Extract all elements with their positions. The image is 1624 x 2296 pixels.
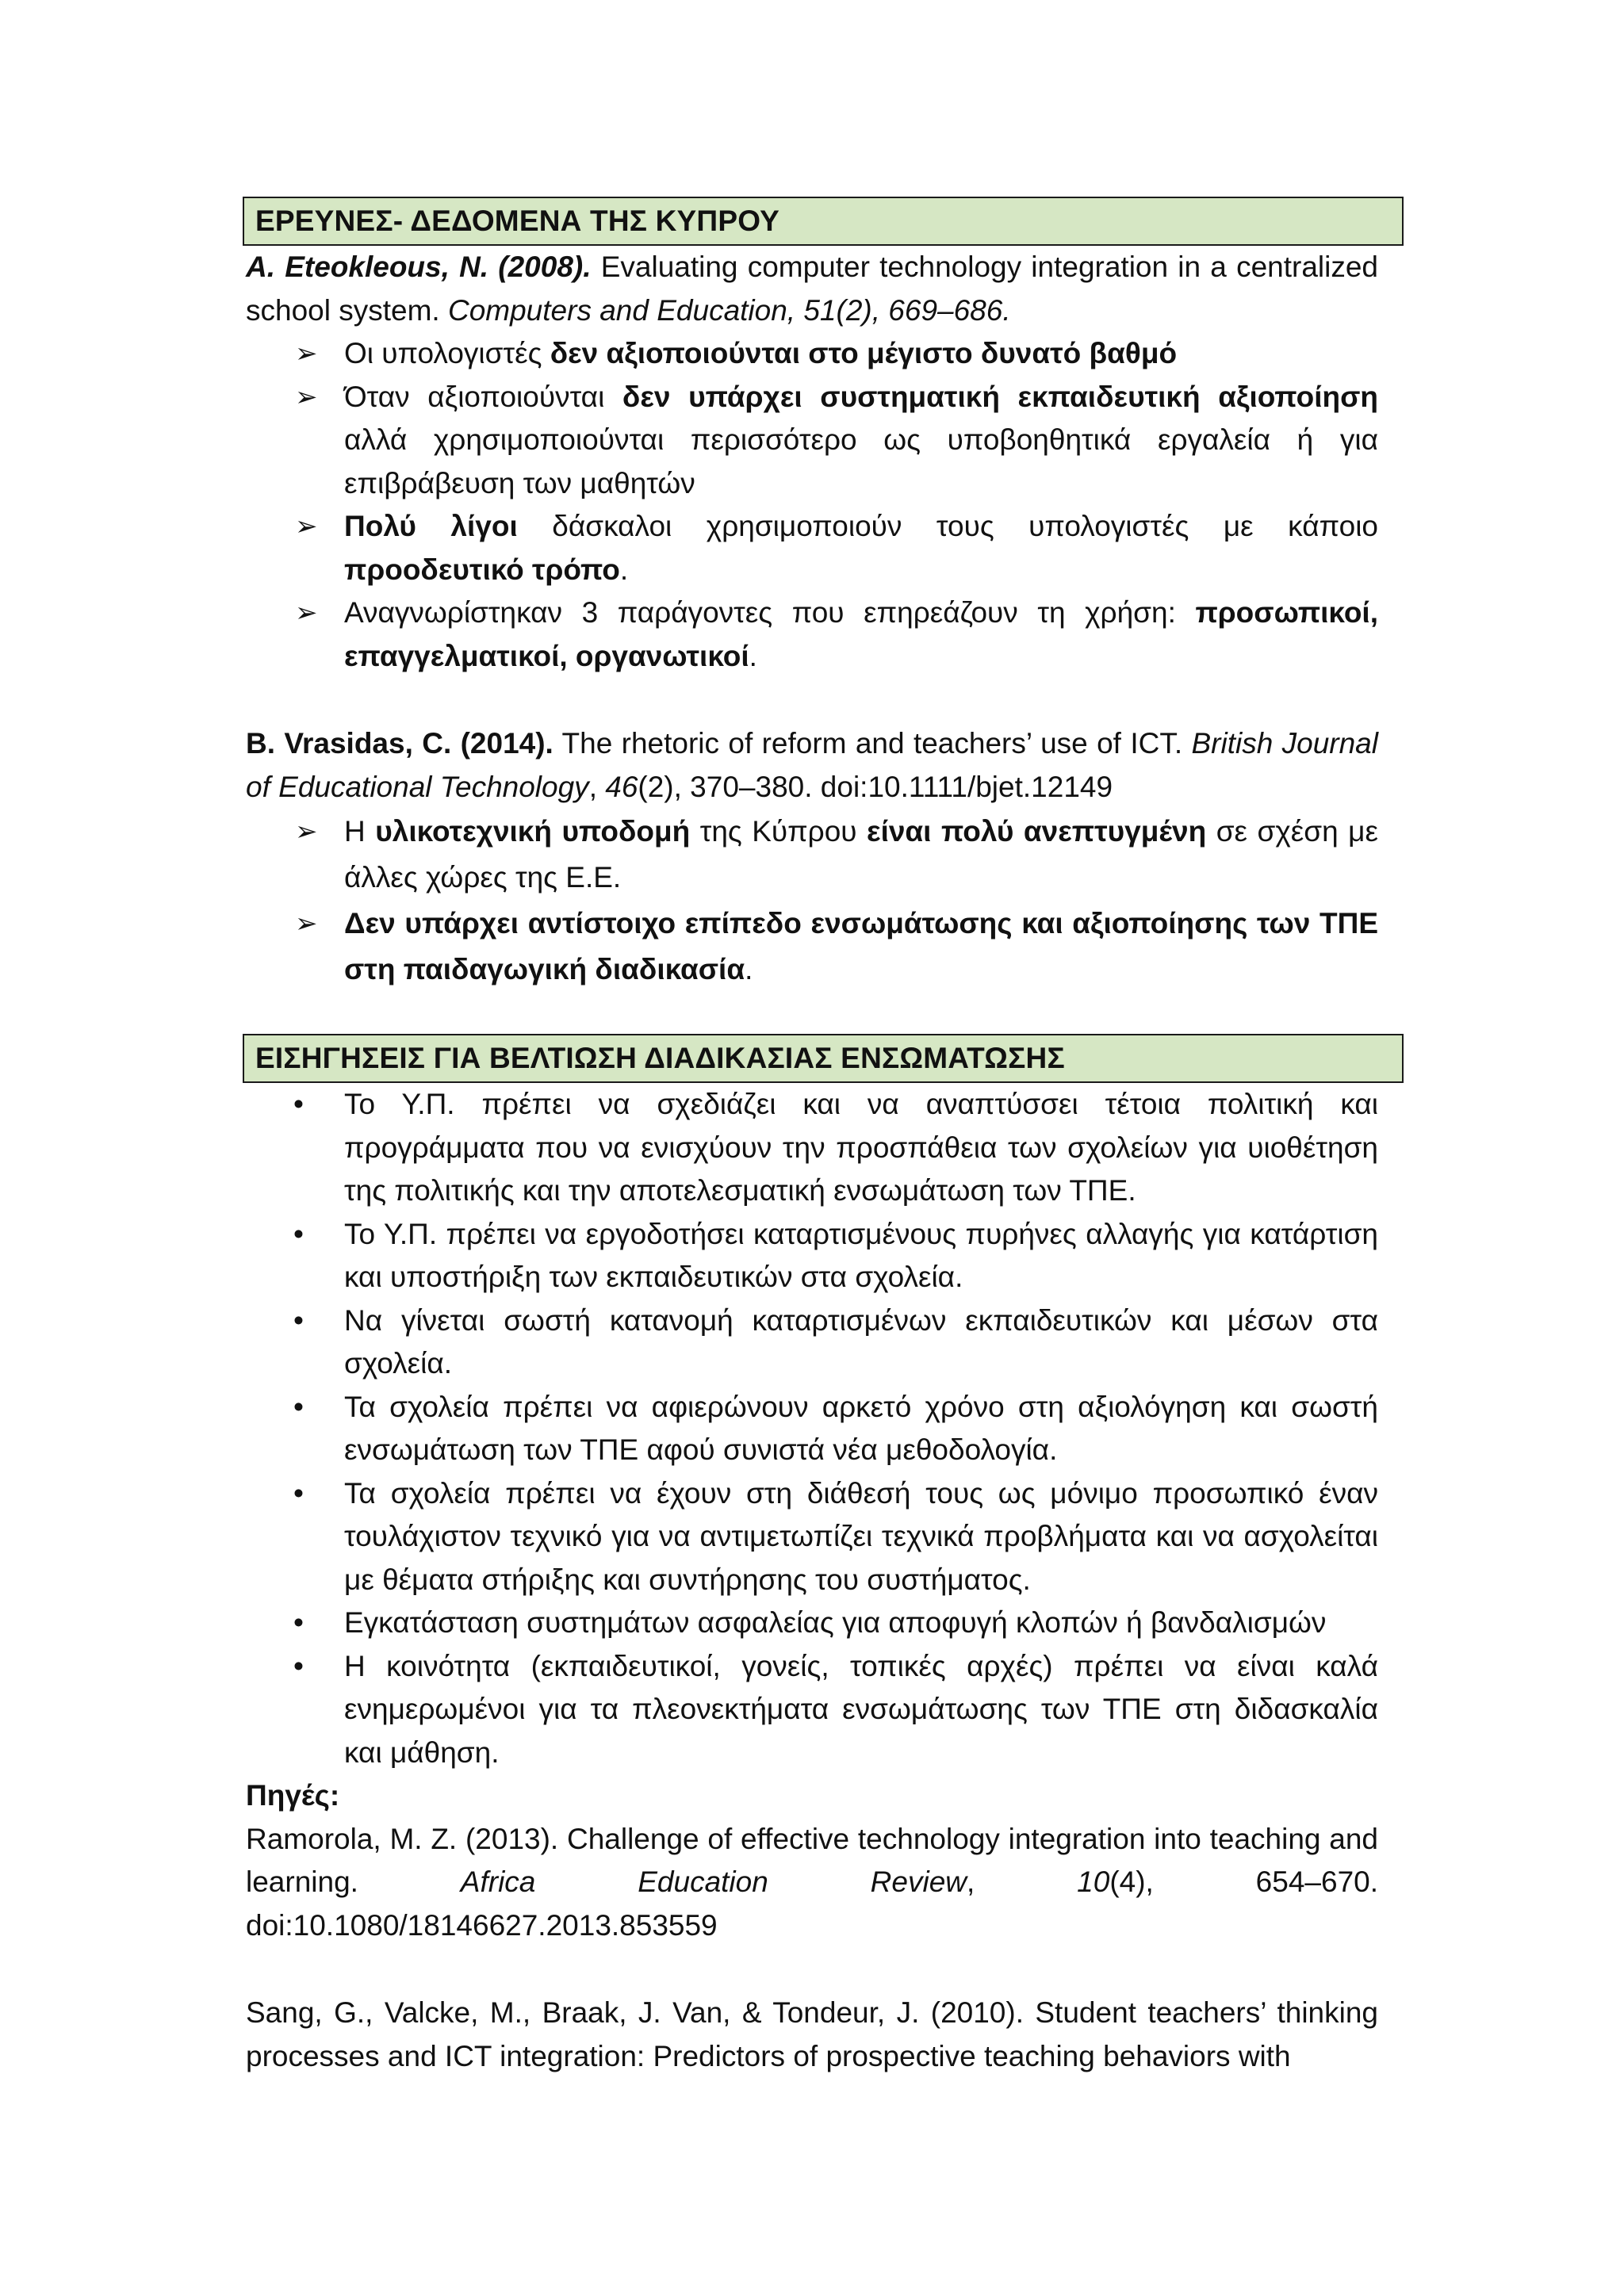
list-item	[295, 376, 1378, 506]
list-item-text: Τα σχολεία πρέπει να έχουν στη διάθεσή τους ως μόνιμο προσωπικό έναν τουλάχιστον τεχνικό για να αντιμετωπίζει τεχνικά προβλήματα και να ασχολείται με θέματα στήριξης και συντήρησης του συστήματος.	[344, 1476, 1378, 1596]
list-item-text: Το Υ.Π. πρέπει να εργοδοτήσει καταρτισμένους πυρήνες αλλαγής για κατάρτιση και υποστήριξη των εκπαιδευτικών στα σχολεία.	[344, 1217, 1378, 1293]
list-item-text: .	[749, 639, 757, 672]
list-item	[293, 1299, 1378, 1386]
list-item-text: αλλά χρησιμοποιούνται περισσότερο ως υποβοηθητικά εργαλεία ή για επιβράβευση των μαθητών	[344, 423, 1378, 499]
section-header-research-text: ΕΡΕΥΝΕΣ- ΔΕΔΟΜΕΝΑ ΤΗΣ ΚΥΠΡΟΥ	[255, 205, 780, 237]
findings-list-b	[246, 809, 1378, 993]
findings-list-a	[246, 332, 1378, 678]
list-item	[293, 1083, 1378, 1213]
reference-b-label: B. Vrasidas, C. (2014).	[246, 727, 553, 760]
list-item-text: της Κύπρου	[690, 815, 868, 848]
list-item	[295, 332, 1378, 376]
reference-a-journal: Computers and Education, 51(2), 669–686.	[447, 293, 1011, 327]
bullet-dot-icon: •	[293, 1303, 304, 1337]
bullet-dot-icon: •	[293, 1476, 304, 1510]
source-ramorola-rest: (4), 654–670. doi:10.1080/18146627.2013.853559	[246, 1866, 1378, 1942]
arrow-bullet-icon: ➢	[295, 598, 318, 628]
reference-b-journal: British Journal of Educational Technology	[246, 727, 1378, 803]
list-item-text: .	[619, 553, 629, 586]
reference-b-text: The rhetoric of reform and teachers’ use of ICT.	[553, 727, 1192, 760]
list-item-bold: δεν υπάρχει συστηματική εκπαιδευτική αξιοποίηση	[622, 380, 1378, 413]
source-ramorola-text: Ramorola, M. Z. (2013). Challenge of effective technology integration into teaching and learning.	[246, 1822, 1378, 1898]
list-item-text: Η κοινότητα (εκπαιδευτικοί, γονείς, τοπικές αρχές) πρέπει να είναι καλά ενημερωμένοι για τα πλεονεκτήματα ενσωμάτωσης των ΤΠΕ στη διδασκαλία και μάθηση.	[344, 1649, 1378, 1769]
source-ramorola-volume: 10	[1077, 1866, 1110, 1898]
list-item-text: Εγκατάσταση συστημάτων ασφαλείας για αποφυγή κλοπών ή βανδαλισμών	[344, 1606, 1327, 1639]
list-item-text: δάσκαλοι χρησιμοποιούν τους υπολογιστές με κάποιο	[517, 510, 1378, 542]
list-item	[293, 1386, 1378, 1472]
list-item	[295, 809, 1378, 901]
source-ramorola	[246, 1818, 1378, 1948]
list-item-text: Τα σχολεία πρέπει να αφιερώνουν αρκετό χρόνο στη αξιολόγηση και σωστή ενσωμάτωση των ΤΠΕ αφού συνιστά νέα μεθοδολογία.	[344, 1390, 1378, 1466]
list-item-text: Η	[344, 815, 376, 848]
list-item-text: Αναγνωρίστηκαν 3 παράγοντες που επηρεάζουν τη χρήση:	[344, 596, 1196, 629]
source-sang-text: Sang, G., Valcke, M., Braak, J. Van, & Tondeur, J. (2010). Student teachers’ thinking processes and ICT integration: Predictors of prospective teaching behaviors with	[246, 1996, 1378, 2072]
bullet-dot-icon: •	[293, 1649, 304, 1682]
list-item-bold: προοδευτικό τρόπο	[344, 553, 620, 586]
arrow-bullet-icon: ➢	[295, 339, 318, 369]
spacer	[246, 678, 1378, 722]
list-item-bold: Πολύ λίγοι	[344, 510, 518, 542]
list-item-text: Το Υ.Π. πρέπει να σχεδιάζει και να αναπτύσσει τέτοια πολιτική και προγράμματα που να ενισχύουν την προσπάθεια των σχολείων για υιοθέτηση της πολιτικής και την αποτελεσματική ενσωμάτωση των ΤΠΕ.	[344, 1088, 1378, 1207]
list-item	[295, 591, 1378, 678]
list-item-bold: προσωπικοί, επαγγελματικοί, οργανωτικοί	[344, 596, 1378, 672]
list-item	[293, 1213, 1378, 1299]
list-item	[295, 505, 1378, 591]
source-sang	[246, 1992, 1378, 2078]
reference-b-separator: ,	[588, 770, 606, 803]
list-item-text: Όταν αξιοποιούνται	[344, 380, 622, 413]
list-item-bold: είναι πολύ ανεπτυγμένη	[867, 815, 1207, 848]
source-ramorola-separator: ,	[967, 1866, 1078, 1898]
section-header-research	[243, 197, 1404, 246]
reference-a-text: Evaluating computer technology integration in a centralized school system.	[246, 251, 1378, 327]
list-item	[293, 1601, 1378, 1645]
spacer	[246, 993, 1378, 1034]
list-item-bold: δεν αξιοποιούνται στο μέγιστο δυνατό βαθμό	[550, 337, 1178, 369]
arrow-bullet-icon: ➢	[295, 381, 318, 412]
list-item-bold: Δεν υπάρχει αντίστοιχο επίπεδο ενσωμάτωσης και αξιοποίησης των ΤΠΕ στη παιδαγωγική διαδικασία	[344, 907, 1378, 985]
reference-b	[246, 722, 1378, 809]
list-item	[293, 1645, 1378, 1775]
section-header-recommendations-text: ΕΙΣΗΓΗΣΕΙΣ ΓΙΑ ΒΕΛΤΙΩΣΗ ΔΙΑΔΙΚΑΣΙΑΣ ΕΝΣΩΜΑΤΩΣΗΣ	[255, 1042, 1065, 1074]
list-item	[295, 901, 1378, 993]
list-item-text: σε σχέση με άλλες χώρες της Ε.Ε.	[344, 815, 1378, 894]
bullet-dot-icon: •	[293, 1390, 304, 1423]
bullet-dot-icon: •	[293, 1606, 304, 1639]
bullet-dot-icon: •	[293, 1088, 304, 1120]
reference-b-volume: 46	[605, 770, 638, 803]
arrow-bullet-icon: ➢	[295, 817, 318, 847]
list-item-bold: υλικοτεχνική υποδομή	[375, 815, 691, 848]
list-item-text: Οι υπολογιστές	[344, 337, 550, 369]
arrow-bullet-icon: ➢	[295, 909, 318, 939]
document-page	[246, 197, 1378, 2078]
section-header-recommendations	[243, 1034, 1404, 1083]
spacer	[246, 1947, 1378, 1992]
list-item-text: .	[745, 953, 753, 985]
reference-b-rest: (2), 370–380. doi:10.1111/bjet.12149	[638, 770, 1113, 803]
list-item	[293, 1472, 1378, 1602]
reference-a	[246, 246, 1378, 332]
recommendations-list	[246, 1083, 1378, 1774]
reference-a-label: A. Eteokleous, N. (2008).	[246, 251, 592, 283]
bullet-dot-icon: •	[293, 1217, 304, 1250]
list-item-text: Να γίνεται σωστή κατανομή καταρτισμένων εκπαιδευτικών και μέσων στα σχολεία.	[344, 1303, 1378, 1380]
sources-title: Πηγές:	[246, 1779, 340, 1812]
source-ramorola-journal: Africa Education Review	[460, 1866, 967, 1898]
arrow-bullet-icon: ➢	[295, 511, 318, 541]
